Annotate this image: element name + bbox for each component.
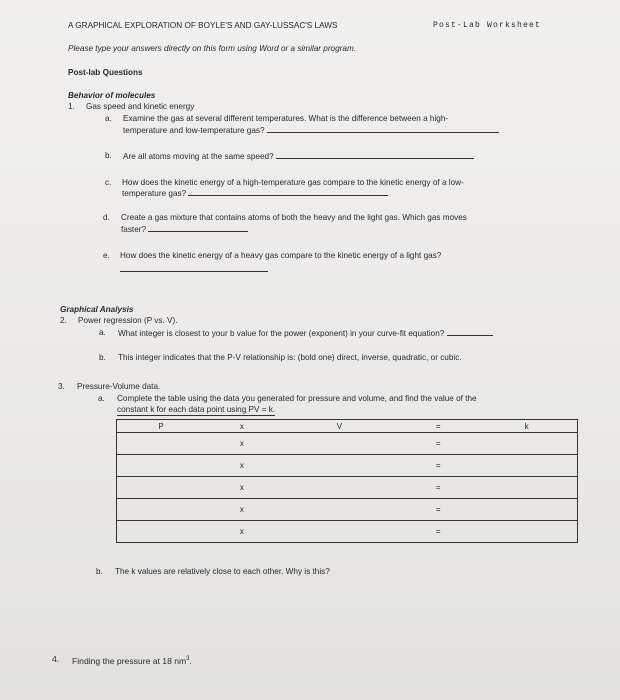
q4-line (72, 654, 192, 667)
q1c-line2 (122, 187, 388, 199)
q1a-line2-text: temperature and low-temperature gas? (123, 126, 265, 135)
pv-cell-p[interactable] (117, 455, 206, 477)
pv-table-header-row (117, 420, 578, 433)
table-row (117, 477, 578, 499)
q1a-answer-blank[interactable] (267, 124, 499, 133)
worksheet-label: Post-Lab Worksheet (433, 21, 542, 30)
q3-number: 3. (58, 382, 65, 391)
q1b-text: Are all atoms moving at the same speed? (123, 152, 274, 161)
q3a-label: a. (98, 394, 105, 403)
q3a-line1: Complete the table using the data you generated for pressure and volume, and find the value of the (117, 394, 477, 403)
pv-cell-equals: = (400, 477, 476, 499)
pv-cell-times: x (205, 477, 278, 499)
q2a-label: a. (99, 328, 106, 337)
pv-cell-p[interactable] (117, 499, 206, 521)
q4-text: Finding the pressure at 18 nm (72, 655, 187, 666)
section-title: Post-lab Questions (68, 68, 143, 77)
pv-cell-equals: = (400, 499, 476, 521)
q1c-label: c. (105, 178, 112, 187)
q1d-line2-text: faster? (121, 225, 147, 234)
pv-header-p: P (117, 420, 206, 433)
q2a-line (118, 327, 493, 339)
pv-cell-v[interactable] (279, 521, 401, 543)
q3-text: Pressure-Volume data. (77, 382, 161, 391)
q1c-answer-blank[interactable] (188, 187, 388, 196)
pv-cell-k[interactable] (476, 521, 577, 543)
pv-cell-times: x (205, 455, 278, 477)
pv-cell-times: x (205, 499, 278, 521)
pv-data-table (116, 419, 578, 543)
pv-cell-v[interactable] (279, 455, 401, 477)
q1-number: 1. (68, 102, 75, 111)
table-row (117, 433, 578, 455)
q3a-line2: constant k for each data point using PV = k. (117, 405, 276, 414)
q1a-line1: Examine the gas at several different temperatures. What is the difference between a high- (123, 114, 449, 123)
q1d-line1: Create a gas mixture that contains atoms of both the heavy and the light gas. Which gas moves (121, 213, 467, 222)
q1b-answer-blank[interactable] (276, 150, 474, 159)
pv-cell-p[interactable] (117, 433, 206, 455)
q1c-line2-text: temperature gas? (122, 189, 187, 198)
pv-cell-k[interactable] (476, 433, 577, 455)
pv-header-times: x (205, 420, 278, 433)
pv-cell-equals: = (400, 433, 476, 455)
instructions: Please type your answers directly on this form using Word or a similar program. (68, 44, 357, 53)
table-row (117, 499, 578, 521)
pv-cell-times: x (205, 521, 278, 543)
q2b-label: b. (99, 353, 106, 362)
pv-cell-k[interactable] (476, 477, 577, 499)
q2a-answer-blank[interactable] (447, 327, 493, 336)
pv-header-v: V (279, 420, 401, 433)
q4-period: . (189, 655, 192, 666)
pv-cell-equals: = (400, 455, 476, 477)
pv-header-k: k (476, 420, 577, 433)
q1d-line2 (121, 223, 248, 235)
q4-superscript: 3 (186, 656, 190, 662)
pv-cell-p[interactable] (117, 477, 206, 499)
q1e-answer-blank[interactable] (120, 271, 268, 272)
q1d-answer-blank[interactable] (148, 223, 248, 232)
q1b-line (123, 150, 474, 162)
q2b-text[interactable]: This integer indicates that the P-V relationship is: (bold one) direct, inverse, quadratic, or cubic. (118, 353, 462, 362)
q1b-label: b. (105, 151, 112, 160)
graphical-heading: Graphical Analysis (60, 305, 134, 314)
pv-cell-p[interactable] (117, 521, 206, 543)
q2a-text: What integer is closest to your b value for the power (exponent) in your curve-fit equation? (118, 329, 445, 338)
pv-cell-v[interactable] (279, 433, 401, 455)
q1e-label: e. (103, 251, 110, 260)
q3b-label: b. (96, 567, 103, 576)
table-row (117, 455, 578, 477)
q1a-label: a. (105, 114, 112, 123)
pv-header-equals: = (400, 420, 476, 433)
q1-text: Gas speed and kinetic energy (86, 102, 195, 111)
q2-number: 2. (60, 316, 67, 325)
behavior-heading: Behavior of molecules (68, 91, 156, 100)
q4-number: 4. (52, 654, 60, 664)
q1d-label: d. (103, 213, 110, 222)
pv-cell-k[interactable] (476, 455, 577, 477)
pv-cell-k[interactable] (476, 499, 577, 521)
pv-cell-v[interactable] (279, 499, 401, 521)
q1e-text: How does the kinetic energy of a heavy gas compare to the kinetic energy of a light gas? (120, 251, 442, 260)
q1c-line1: How does the kinetic energy of a high-temperature gas compare to the kinetic energy of a low- (122, 178, 464, 187)
pv-cell-v[interactable] (279, 477, 401, 499)
pv-cell-times: x (205, 433, 278, 455)
table-row (117, 521, 578, 543)
document-title: A GRAPHICAL EXPLORATION OF BOYLE'S AND GAY-LUSSAC'S LAWS (68, 21, 338, 30)
q1a-line2 (123, 124, 499, 136)
q3b-text: The k values are relatively close to each other. Why is this? (115, 567, 330, 576)
pv-cell-equals: = (400, 521, 476, 543)
q2-text: Power regression (P vs. V). (78, 316, 178, 325)
